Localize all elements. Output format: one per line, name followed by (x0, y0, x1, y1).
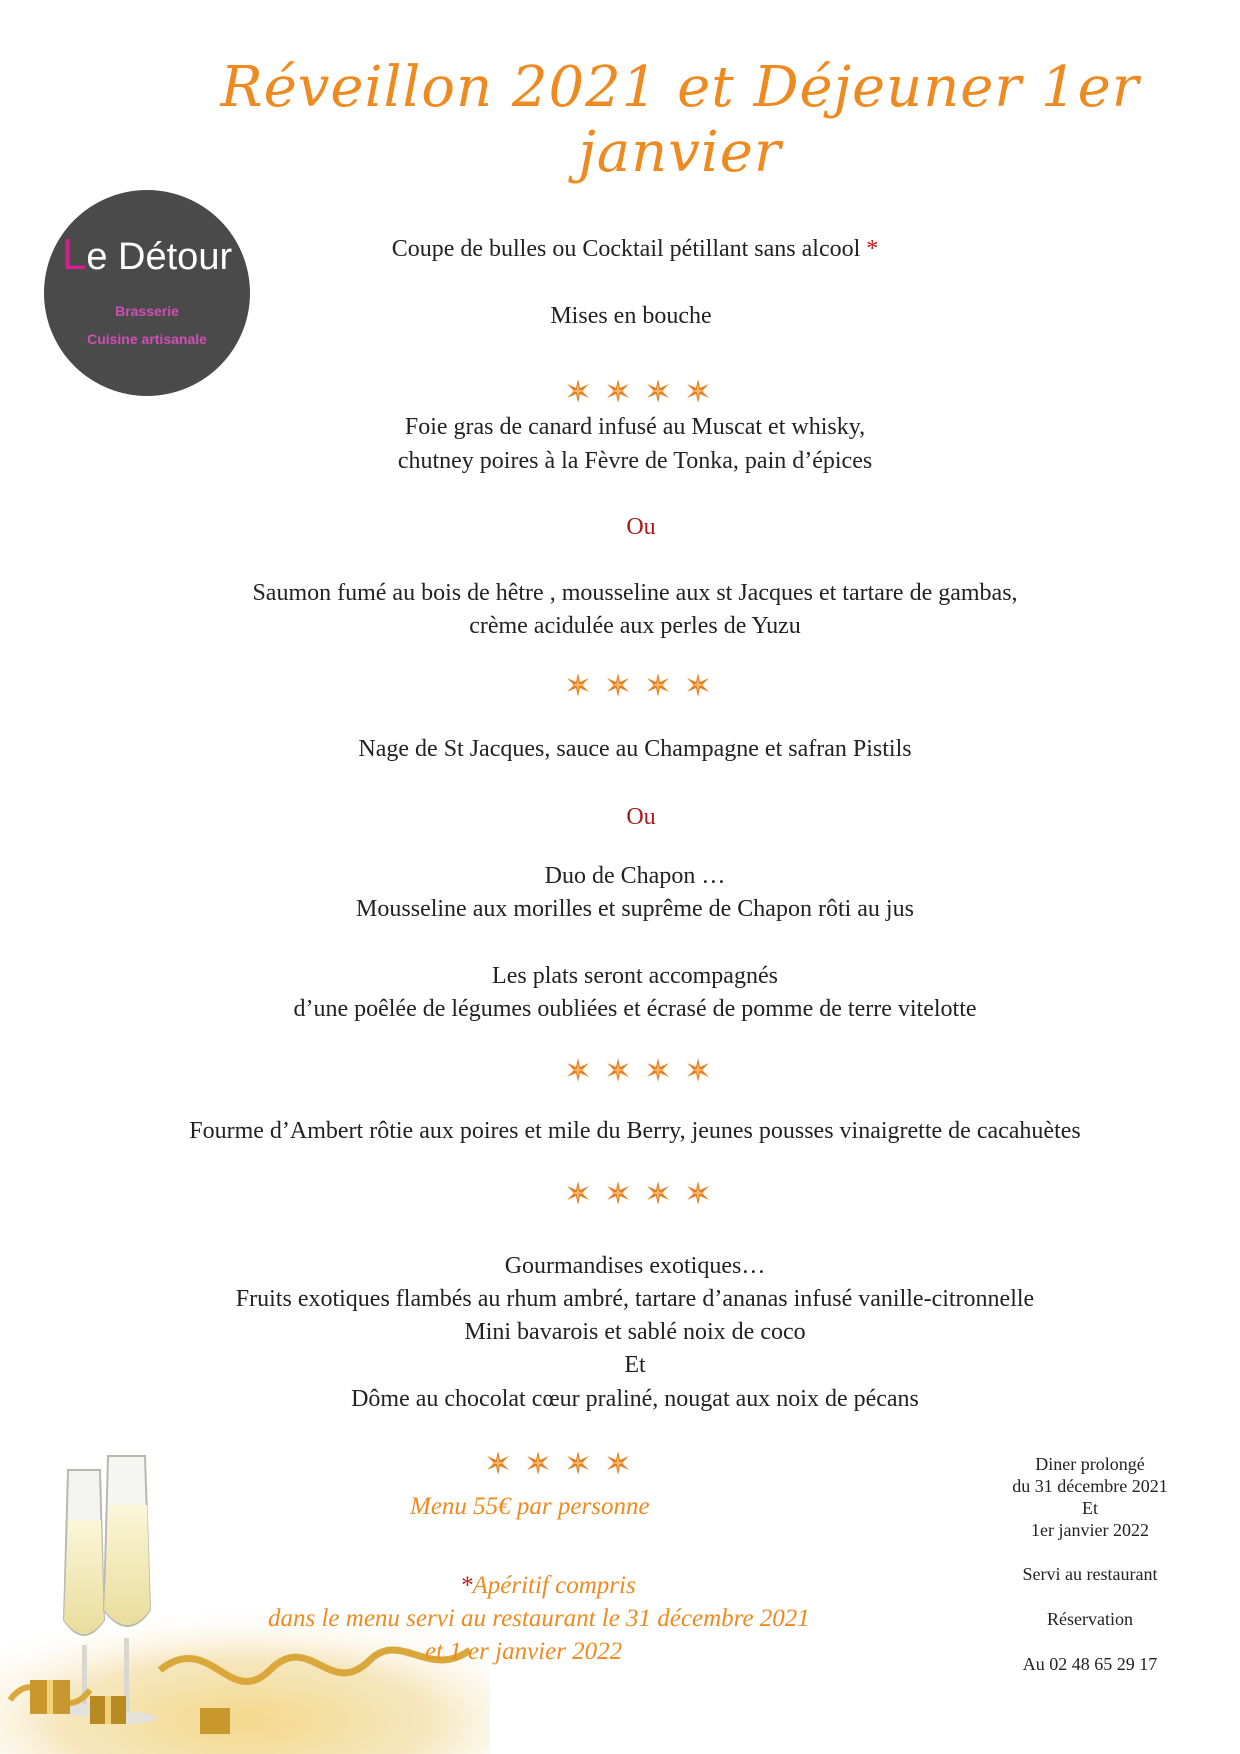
or-label-2: Ou (626, 804, 656, 830)
main1-line: Nage de St Jacques, sauce au Champagne et safran Pistils (358, 736, 912, 762)
separator-stars-1 (565, 378, 711, 406)
star-burst-icon (685, 672, 711, 698)
aperitif-note-text: Apéritif compris (472, 1572, 636, 1599)
cheese-line: Fourme d’Ambert rôtie aux poires et mile du Berry, jeunes pousses vinaigrette de cacahuètes (189, 1118, 1081, 1144)
starter1-line2: chutney poires à la Fèvre de Tonka, pain d’épices (397, 448, 873, 474)
amuse-line: Mises en bouche (550, 303, 712, 329)
star-burst-icon (685, 378, 711, 404)
star-burst-icon (565, 1450, 591, 1476)
star-burst-icon (565, 1180, 591, 1206)
separator-stars-4 (565, 1180, 711, 1208)
star-burst-icon (685, 1057, 711, 1083)
logo-line2: Cuisine artisanale (87, 331, 207, 347)
aperitif-note-line2: dans le menu servi au restaurant le 31 décembre 2021 (268, 1605, 810, 1632)
side-info-line3: Et (1082, 1498, 1098, 1518)
side-info-line2: du 31 décembre 2021 (1012, 1476, 1168, 1496)
star-burst-icon (565, 1057, 591, 1083)
star-burst-icon (605, 378, 631, 404)
logo-name-rest: e Détour (86, 236, 233, 278)
menu-price: Menu 55€ par personne (410, 1493, 650, 1520)
logo-line1: Brasserie (115, 303, 179, 319)
separator-stars-3 (565, 1057, 711, 1085)
sides-line1: Les plats seront accompagnés (492, 963, 778, 989)
star-burst-icon (605, 1450, 631, 1476)
star-burst-icon (645, 1180, 671, 1206)
or-label-1: Ou (626, 514, 656, 540)
aperitif-note-line3: et 1 er janvier 2022 (425, 1638, 623, 1665)
star-burst-icon (525, 1450, 551, 1476)
star-burst-icon (645, 378, 671, 404)
page-title: Réveillon 2021 et Déjeuner 1er janvier (220, 55, 1140, 185)
main2-line2: Mousseline aux morilles et suprême de Chapon rôti au jus (356, 896, 914, 922)
star-burst-icon (565, 378, 591, 404)
main2-line1: Duo de Chapon … (544, 863, 726, 889)
dessert-line1: Fruits exotiques flambés au rhum ambré, tartare d’ananas infusé vanille-citronnelle (235, 1286, 1035, 1312)
starter2-line2: crème acidulée aux perles de Yuzu (469, 613, 801, 639)
logo-letter: L (61, 230, 87, 279)
logo (44, 190, 250, 396)
side-info-line1: Diner prolongé (1035, 1454, 1145, 1474)
dessert-and: Et (624, 1352, 646, 1378)
star-burst-icon (645, 1057, 671, 1083)
star-burst-icon (565, 672, 591, 698)
star-burst-icon (605, 1057, 631, 1083)
starter2-line1: Saumon fumé au bois de hêtre , mousseline aux st Jacques et tartare de gambas, (252, 580, 1018, 606)
aperitif-note-mark: * (460, 1572, 473, 1599)
separator-stars-2 (565, 672, 711, 700)
starter1-line1: Foie gras de canard infusé au Muscat et whisky, (404, 414, 866, 440)
aperitif-note-line1 (460, 1572, 636, 1600)
side-info-line6: Réservation (1047, 1609, 1133, 1629)
dessert-line2: Mini bavarois et sablé noix de coco (464, 1319, 806, 1345)
star-burst-icon (645, 672, 671, 698)
star-burst-icon (605, 672, 631, 698)
aperitif-line (0, 236, 1240, 263)
side-info-line4: 1er janvier 2022 (1031, 1520, 1149, 1540)
sides-line2: d’une poêlée de légumes oubliées et écrasé de pomme de terre vitelotte (293, 996, 977, 1022)
aperitif-text: Coupe de bulles ou Cocktail pétillant sans alcool (391, 236, 861, 262)
dessert-line3: Dôme au chocolat cœur praliné, nougat aux noix de pécans (351, 1386, 919, 1412)
side-info-line7: Au 02 48 65 29 17 (1022, 1654, 1158, 1674)
side-info-line5: Servi au restaurant (1022, 1564, 1158, 1584)
star-burst-icon (685, 1180, 711, 1206)
star-burst-icon (605, 1180, 631, 1206)
separator-stars-5 (485, 1450, 631, 1478)
dessert-title: Gourmandises exotiques… (504, 1253, 766, 1279)
aperitif-mark: * (866, 236, 879, 262)
